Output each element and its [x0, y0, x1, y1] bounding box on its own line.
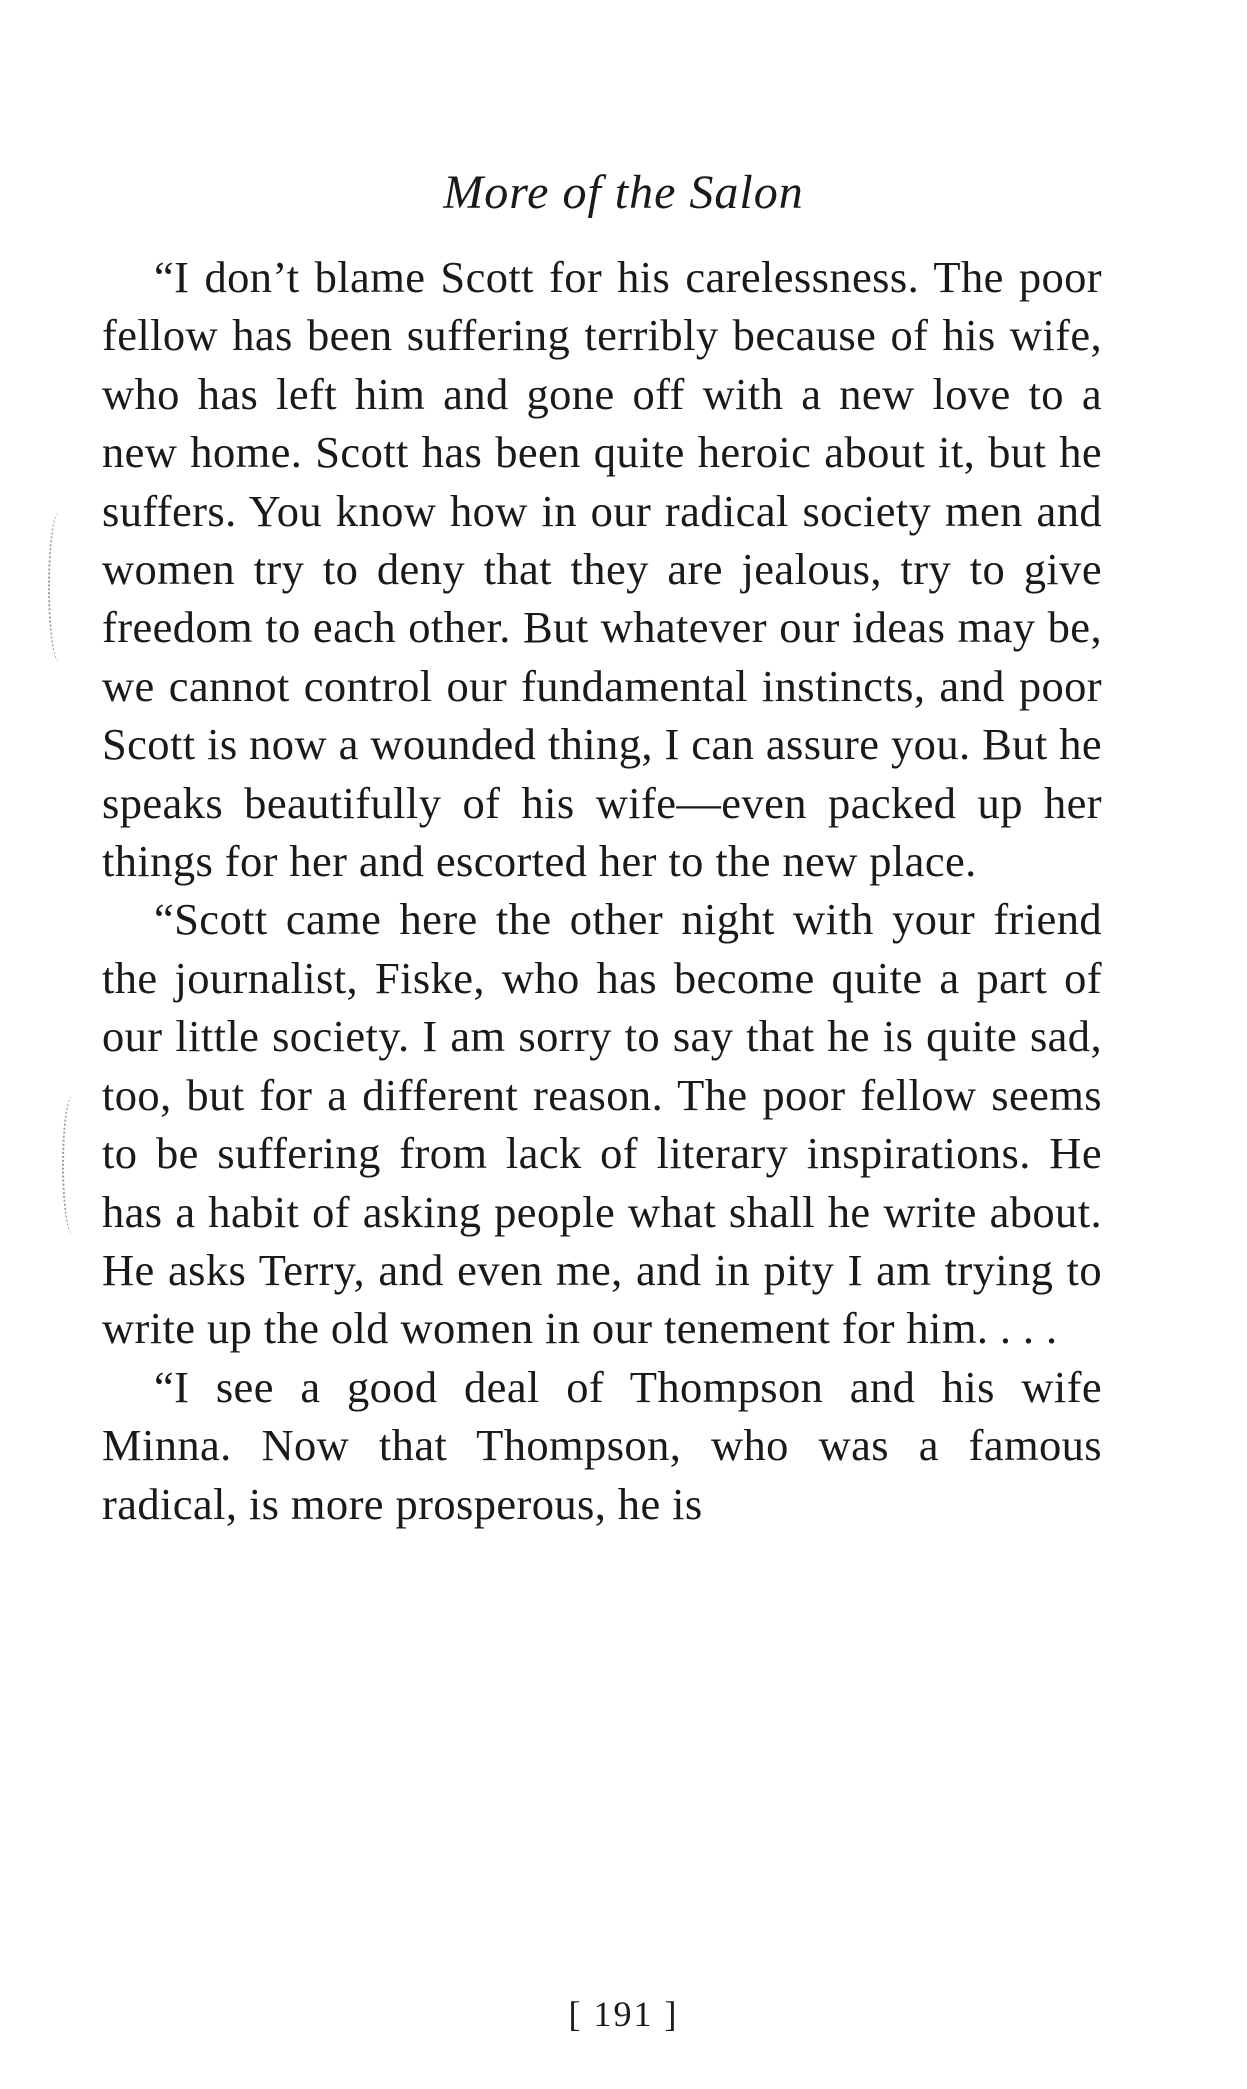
- page-number: [ 191 ]: [568, 1994, 679, 2034]
- margin-pencil-mark: [62, 1095, 84, 1235]
- paragraph-3: “I see a good deal of Thompson and his wife Minna. Now that Thompson, who was a famous radical, is more prosperous, he is: [102, 1361, 1102, 1529]
- margin-pencil-mark: [48, 512, 70, 662]
- running-head: More of the Salon: [443, 166, 804, 219]
- paragraph-2: “Scott came here the other night with your friend the journalist, Fiske, who has become quite a part of our little society. I am sorry to say that he is quite sad, too, but for a different reason. The poor fellow seems to be suffering from lack of literary inspirations. He has a habit of asking people what shall he write about. He asks Terry, and even me, and in pity I am trying to write up the old women in our tenement for him. . . .: [102, 894, 1102, 1354]
- paragraph-1: “I don’t blame Scott for his carelessness. The poor fellow has been suffering terribly because of his wife, who has left him and gone off with a new love to a new home. Scott has been quite heroic about it, but he suffers. You know how in our radical society men and women try to deny that they are jealous, try to give freedom to each other. But whatever our ideas may be, we cannot control our fundamental instincts, and poor Scott is now a wounded thing, I can assure you. But he speaks beautifully of his wife—even packed up her things for her and escorted her to the new place.: [102, 252, 1102, 887]
- body-text: [102, 248, 1102, 1533]
